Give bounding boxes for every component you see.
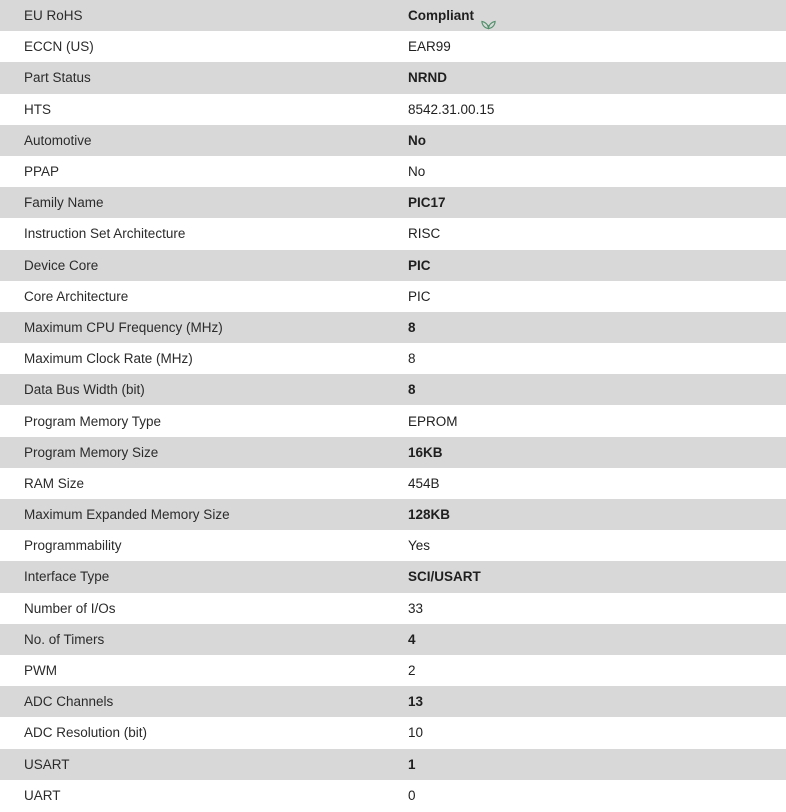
spec-value-wrap	[408, 31, 451, 62]
table-row	[0, 749, 786, 780]
spec-value	[408, 593, 786, 624]
spec-value-wrap	[408, 281, 431, 312]
spec-value-text: No	[408, 132, 426, 148]
spec-value	[408, 281, 786, 312]
spec-value-text: 4	[408, 631, 416, 647]
spec-value-wrap	[408, 499, 450, 530]
spec-value	[408, 125, 786, 156]
table-row	[0, 437, 786, 468]
spec-label: No. of Timers	[24, 631, 105, 647]
spec-label: Interface Type	[24, 569, 110, 585]
spec-value-text: No	[408, 164, 426, 180]
table-row	[0, 780, 786, 811]
spec-value-text: 16KB	[408, 444, 443, 460]
spec-value	[408, 0, 786, 31]
table-row	[0, 31, 786, 62]
spec-label: PPAP	[24, 164, 60, 180]
spec-label: ADC Resolution (bit)	[24, 725, 148, 741]
spec-label: Program Memory Type	[24, 413, 162, 429]
spec-value-wrap	[408, 94, 494, 125]
spec-label: USART	[24, 756, 70, 772]
spec-label: HTS	[24, 101, 51, 117]
spec-value-text: 8	[408, 351, 416, 367]
spec-value-text: 8	[408, 319, 416, 335]
spec-label: Core Architecture	[24, 288, 129, 304]
spec-value-wrap	[408, 250, 431, 281]
spec-label: Part Status	[24, 70, 91, 86]
spec-value-wrap	[408, 218, 440, 249]
spec-value	[408, 31, 786, 62]
spec-value	[408, 780, 786, 811]
spec-value	[408, 499, 786, 530]
spec-label: Data Bus Width (bit)	[24, 382, 145, 398]
table-row	[0, 468, 786, 499]
spec-value-wrap	[408, 62, 447, 93]
spec-value-text: PIC	[408, 257, 431, 273]
table-row	[0, 156, 786, 187]
spec-label: Automotive	[24, 132, 92, 148]
table-row	[0, 717, 786, 748]
spec-value	[408, 343, 786, 374]
spec-value-text: Compliant	[408, 8, 474, 24]
table-row	[0, 343, 786, 374]
spec-value-wrap	[408, 749, 416, 780]
table-row	[0, 0, 786, 31]
spec-value	[408, 749, 786, 780]
spec-value-wrap	[408, 624, 416, 655]
table-row	[0, 561, 786, 592]
table-row	[0, 312, 786, 343]
spec-value-text: NRND	[408, 70, 447, 86]
spec-label: Program Memory Size	[24, 444, 159, 460]
spec-value	[408, 437, 786, 468]
spec-value-text: 0	[408, 787, 416, 803]
spec-value	[408, 218, 786, 249]
spec-value-text: EAR99	[408, 39, 451, 55]
spec-value	[408, 561, 786, 592]
rohs-leaf-icon	[481, 10, 496, 23]
spec-label: Instruction Set Architecture	[24, 226, 186, 242]
spec-label: Family Name	[24, 195, 104, 211]
table-row	[0, 686, 786, 717]
spec-value	[408, 250, 786, 281]
table-row	[0, 218, 786, 249]
spec-value-wrap	[408, 406, 458, 437]
spec-value-wrap	[408, 156, 425, 187]
spec-value-wrap	[408, 561, 481, 592]
table-row	[0, 187, 786, 218]
table-row	[0, 530, 786, 561]
spec-label: Maximum Expanded Memory Size	[24, 507, 230, 523]
table-row	[0, 374, 786, 405]
spec-value-text: Yes	[408, 538, 431, 554]
spec-label: EU RoHS	[24, 8, 83, 24]
table-row	[0, 94, 786, 125]
spec-value-wrap	[408, 655, 416, 686]
spec-value-text: RISC	[408, 226, 441, 242]
spec-value-wrap	[408, 468, 440, 499]
table-row	[0, 655, 786, 686]
spec-value-wrap	[408, 593, 423, 624]
spec-value	[408, 187, 786, 218]
spec-value	[408, 717, 786, 748]
spec-value	[408, 530, 786, 561]
spec-value-wrap	[408, 125, 426, 156]
table-row	[0, 624, 786, 655]
spec-label: ECCN (US)	[24, 39, 94, 55]
table-row	[0, 125, 786, 156]
spec-label: Maximum Clock Rate (MHz)	[24, 351, 193, 367]
spec-value	[408, 374, 786, 405]
spec-value-text: EPROM	[408, 413, 458, 429]
spec-value	[408, 156, 786, 187]
spec-value-text: PIC17	[408, 195, 446, 211]
spec-value-wrap	[408, 343, 416, 374]
table-row	[0, 62, 786, 93]
spec-value-wrap	[408, 717, 423, 748]
spec-value	[408, 624, 786, 655]
spec-value-text: PIC	[408, 288, 431, 304]
spec-value	[408, 62, 786, 93]
spec-value	[408, 312, 786, 343]
table-row	[0, 593, 786, 624]
spec-label: ADC Channels	[24, 694, 114, 710]
spec-value-wrap	[408, 374, 416, 405]
spec-value-wrap	[408, 530, 430, 561]
spec-value-wrap	[408, 686, 423, 717]
table-row	[0, 405, 786, 436]
spec-value-text: 13	[408, 694, 424, 710]
spec-value-wrap	[408, 312, 416, 343]
spec-value-wrap	[408, 437, 443, 468]
spec-value-text: 8	[408, 382, 416, 398]
spec-label: Device Core	[24, 257, 99, 273]
spec-value-text: 2	[408, 663, 416, 679]
spec-value-text: SCI/USART	[408, 569, 481, 585]
spec-value	[408, 405, 786, 436]
spec-value-text: 454B	[408, 475, 440, 491]
spec-value-text: 10	[408, 725, 424, 741]
spec-value	[408, 94, 786, 125]
spec-label: PWM	[24, 663, 57, 679]
spec-value	[408, 655, 786, 686]
spec-label: Number of I/Os	[24, 600, 116, 616]
spec-value-wrap	[408, 0, 496, 31]
table-row	[0, 499, 786, 530]
spec-value-text: 1	[408, 756, 416, 772]
spec-label: Programmability	[24, 538, 122, 554]
spec-value-text: 8542.31.00.15	[408, 101, 495, 117]
spec-value-wrap	[408, 780, 416, 811]
spec-value	[408, 686, 786, 717]
spec-label: Maximum CPU Frequency (MHz)	[24, 319, 223, 335]
spec-value-text: 128KB	[408, 507, 451, 523]
spec-value	[408, 468, 786, 499]
spec-value-text: 33	[408, 600, 424, 616]
spec-label: UART	[24, 787, 61, 803]
table-row	[0, 281, 786, 312]
spec-label: RAM Size	[24, 475, 85, 491]
spec-value-wrap	[408, 187, 446, 218]
table-row	[0, 250, 786, 281]
